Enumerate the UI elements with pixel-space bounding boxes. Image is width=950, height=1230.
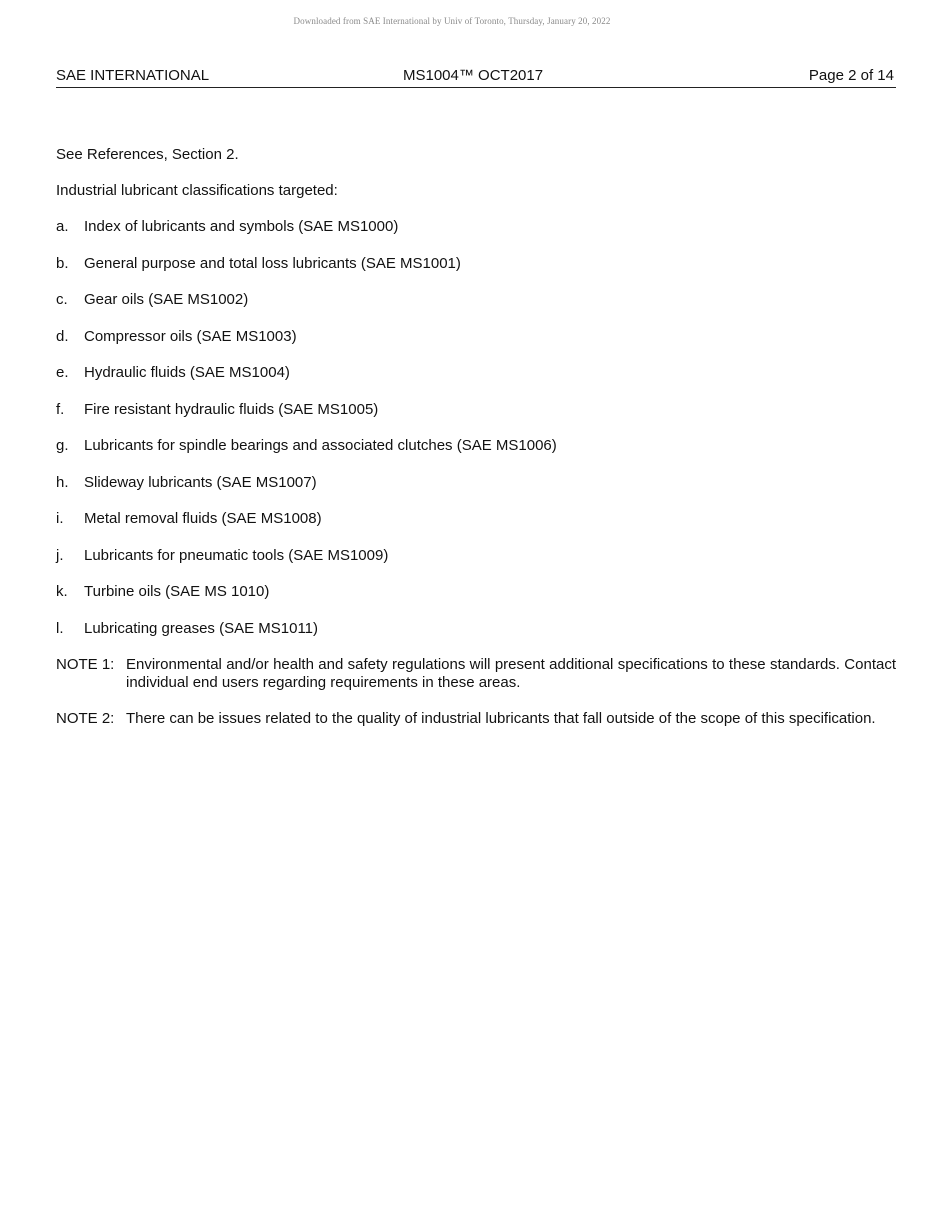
list-item: [56, 547, 896, 565]
note-text: Environmental and/or health and safety regulations will present additional specifications to these standards. Contact individual end users regarding requirements in these areas.: [126, 656, 896, 691]
note-text: There can be issues related to the quality of industrial lubricants that fall outside of the scope of this specification.: [126, 710, 876, 727]
list-item-text: Turbine oils (SAE MS 1010): [84, 583, 270, 600]
page-header: [56, 66, 896, 88]
list-item-text: Lubricants for pneumatic tools (SAE MS1009): [84, 546, 389, 564]
list-item-letter: b.: [56, 254, 69, 272]
list-item: [56, 218, 896, 236]
list-item-letter: k.: [56, 583, 68, 600]
list-item: [56, 474, 896, 492]
list-item: [56, 437, 896, 455]
list-item-letter: h.: [56, 473, 69, 491]
list-item-text: Gear oils (SAE MS1002): [84, 291, 249, 308]
list-item-letter: l.: [56, 619, 64, 637]
list-item-text: Slideway lubricants (SAE MS1007): [84, 473, 317, 491]
references-line: See References, Section 2.: [56, 146, 239, 163]
list-item-letter: a.: [56, 218, 69, 235]
list-item-text: Lubricants for spindle bearings and associated clutches (SAE MS1006): [84, 437, 557, 454]
list-item-text: Compressor oils (SAE MS1003): [84, 327, 297, 345]
list-item-text: Index of lubricants and symbols (SAE MS1000): [84, 218, 399, 235]
note-label: NOTE 1:: [56, 656, 115, 673]
list-item-text: Hydraulic fluids (SAE MS1004): [84, 364, 290, 381]
list-item-text: Metal removal fluids (SAE MS1008): [84, 510, 322, 527]
note-1: [56, 656, 896, 692]
download-watermark: Downloaded from SAE International by Univ of Toronto, Thursday, January 20, 2022: [293, 16, 611, 26]
note-2: [56, 710, 896, 728]
header-document-id: MS1004™ OCT2017: [403, 67, 544, 84]
document-body: [56, 146, 896, 746]
list-item-letter: f.: [56, 400, 65, 418]
list-item-text: Lubricating greases (SAE MS1011): [84, 619, 319, 637]
list-item: [56, 328, 896, 346]
note-label: NOTE 2:: [56, 710, 115, 727]
classification-list: [56, 218, 896, 638]
list-item-text: General purpose and total loss lubricants (SAE MS1001): [84, 254, 461, 272]
list-item-letter: c.: [56, 291, 68, 308]
list-item: [56, 255, 896, 273]
list-item: [56, 510, 896, 528]
list-item: [56, 401, 896, 419]
list-item-text: Fire resistant hydraulic fluids (SAE MS1005): [84, 400, 379, 418]
list-item: [56, 364, 896, 382]
list-item-letter: g.: [56, 437, 69, 454]
list-item: [56, 291, 896, 309]
list-item-letter: i.: [56, 510, 64, 527]
list-item: [56, 583, 896, 601]
list-item: [56, 620, 896, 638]
classifications-intro: Industrial lubricant classifications targeted:: [56, 182, 338, 199]
list-item-letter: d.: [56, 327, 69, 345]
list-item-letter: e.: [56, 364, 69, 381]
header-page-number: Page 2 of 14: [808, 67, 894, 84]
header-organization: SAE INTERNATIONAL: [56, 67, 210, 84]
list-item-letter: j.: [56, 546, 64, 564]
